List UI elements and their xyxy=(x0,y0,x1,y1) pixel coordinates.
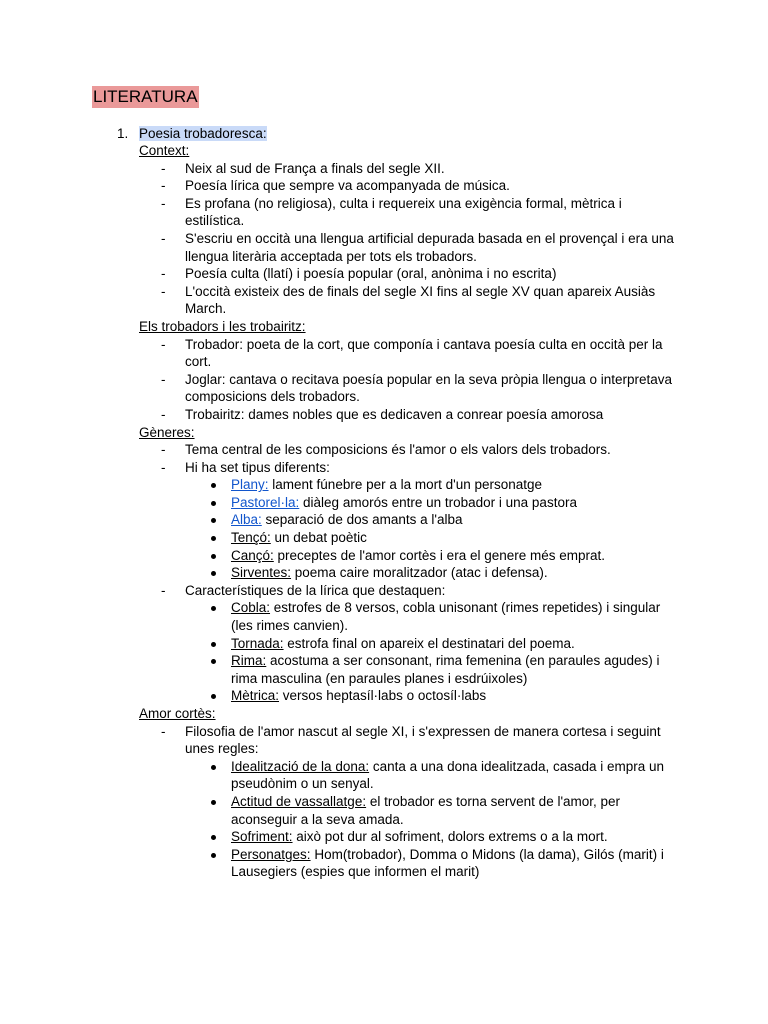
list-item: Cobla: estrofes de 8 versos, cobla unisonant (rimes repetides) i singular (les rimes canvien). xyxy=(185,599,679,634)
list-item: Plany: lament fúnebre per a la mort d'un personatge xyxy=(185,476,679,494)
list-item: - Filosofia de l'amor nascut al segle XI, i s'expressen de manera cortesa i seguint unes regles: Idealització de la dona: canta a una dona idealitzada, casada i empra un pseudònim o un senyal. Actitud de vassallatge: el trobador es torna servent de l'amor, per aconseguir a la seva amada. Sofriment: això pot dur al sofriment, dolors extrems o a la mort. Personatges: Hom(trobador), Domma o Midons (la dama), Gilós (marit) i Lausegiers (espies que informen el marit) xyxy=(139,723,679,881)
list-item: - Característiques de la lírica que destaquen: Cobla: estrofes de 8 versos, cobla unisonant (rimes repetides) i singular (les rimes canvien). Tornada: estrofa final on apareix el destinatari del poema. Rima: acostuma a ser consonant, rima femenina (en paraules agudes) i rima masculina (en paraules planes i esdrúixoles) Mètrica: versos heptasíl·labs o octosíl·labs xyxy=(139,582,679,705)
generes-heading: Gèneres: xyxy=(139,424,195,440)
context-heading: Context: xyxy=(139,143,190,158)
trobadors-list xyxy=(139,336,679,424)
list-item: Pastorel·la: diàleg amorós entre un trobador i una pastora xyxy=(185,494,679,512)
list-item: - Tema central de les composicions és l'amor o els valors dels trobadors. xyxy=(161,442,611,458)
pastorella-link[interactable]: Pastorel·la: xyxy=(231,494,300,510)
context-list xyxy=(139,160,679,318)
amor-list xyxy=(139,723,679,881)
list-item: Cançó: preceptes de l'amor cortès i era el genere més emprat. xyxy=(185,547,679,565)
list-item: Sirventes: poema caire moralitzador (atac i defensa). xyxy=(185,564,679,582)
list-item: Rima: acostuma a ser consonant, rima femenina (en paraules agudes) i rima masculina (en paraules planes i esdrúixoles) xyxy=(185,652,679,687)
list-item: - Joglar: cantava o recitava poesía popular en la seva pròpia llengua o interpretava composicions dels trobadors. xyxy=(161,371,673,405)
section-heading xyxy=(117,125,267,143)
section-content xyxy=(139,142,679,881)
list-item: Tençó: un debat poètic xyxy=(185,529,679,547)
section-label: Poesia trobadoresca: xyxy=(139,126,267,141)
regles-list xyxy=(185,758,679,881)
document-title: LITERATURA xyxy=(93,87,198,106)
list-item: Idealització de la dona: canta a una dona idealitzada, casada i empra un pseudònim o un senyal. xyxy=(185,758,679,793)
list-item: - Es profana (no religiosa), culta i requereix una exigència formal, mètrica i estilística. xyxy=(161,195,622,229)
generes-list xyxy=(139,441,679,705)
section-number: 1. xyxy=(117,126,129,141)
list-item: Personatges: Hom(trobador), Domma o Midons (la dama), Gilós (marit) i Lausegiers (espies que informen el marit) xyxy=(185,846,679,881)
list-item: - S'escriu en occità una llengua artificial depurada basada en el provençal i era una llengua literària acceptada per tots els trobadors. xyxy=(161,230,674,264)
amor-heading: Amor cortès: xyxy=(139,706,216,721)
list-item: Mètrica: versos heptasíl·labs o octosíl·labs xyxy=(185,687,679,705)
list-item: - Trobairitz: dames nobles que es dedicaven a conrear poesía amorosa xyxy=(161,406,604,422)
list-item: Tornada: estrofa final on apareix el destinatari del poema. xyxy=(185,635,679,653)
caracteristiques-list xyxy=(185,599,679,705)
list-item: - Poesía lírica que sempre va acompanyada de música. xyxy=(161,178,510,194)
list-item: - Hi ha set tipus diferents: Plany: lament fúnebre per a la mort d'un personatge Pastorel·la: diàleg amorós entre un trobador i una pastora Alba: separació de dos amants a l'alba Tençó: un debat poètic Cançó: preceptes de l'amor cortès i era el genere més emprat. Sirventes: poema caire moralitzador (atac i defensa). xyxy=(139,459,679,582)
trobadors-heading: Els trobadors i les trobairitz: xyxy=(139,318,306,334)
list-item: Actitud de vassallatge: el trobador es torna servent de l'amor, per aconseguir a la seva amada. xyxy=(185,793,679,828)
plany-link[interactable]: Plany: xyxy=(231,477,269,493)
tipus-list xyxy=(185,476,679,582)
list-item: - Neix al sud de França a finals del segle XII. xyxy=(161,160,445,176)
list-item: Sofriment: això pot dur al sofriment, dolors extrems o a la mort. xyxy=(185,828,679,846)
list-item: - Poesía culta (llatí) i poesía popular (oral, anònima i no escrita) xyxy=(161,266,557,282)
alba-link[interactable]: Alba: xyxy=(231,512,262,528)
list-item: - L'occità existeix des de finals del segle XI fins al segle XV quan apareix Ausiàs March. xyxy=(161,283,656,317)
list-item: Alba: separació de dos amants a l'alba xyxy=(185,511,679,529)
list-item: - Trobador: poeta de la cort, que componía i cantava poesía culta en occità per la cort. xyxy=(161,336,663,370)
